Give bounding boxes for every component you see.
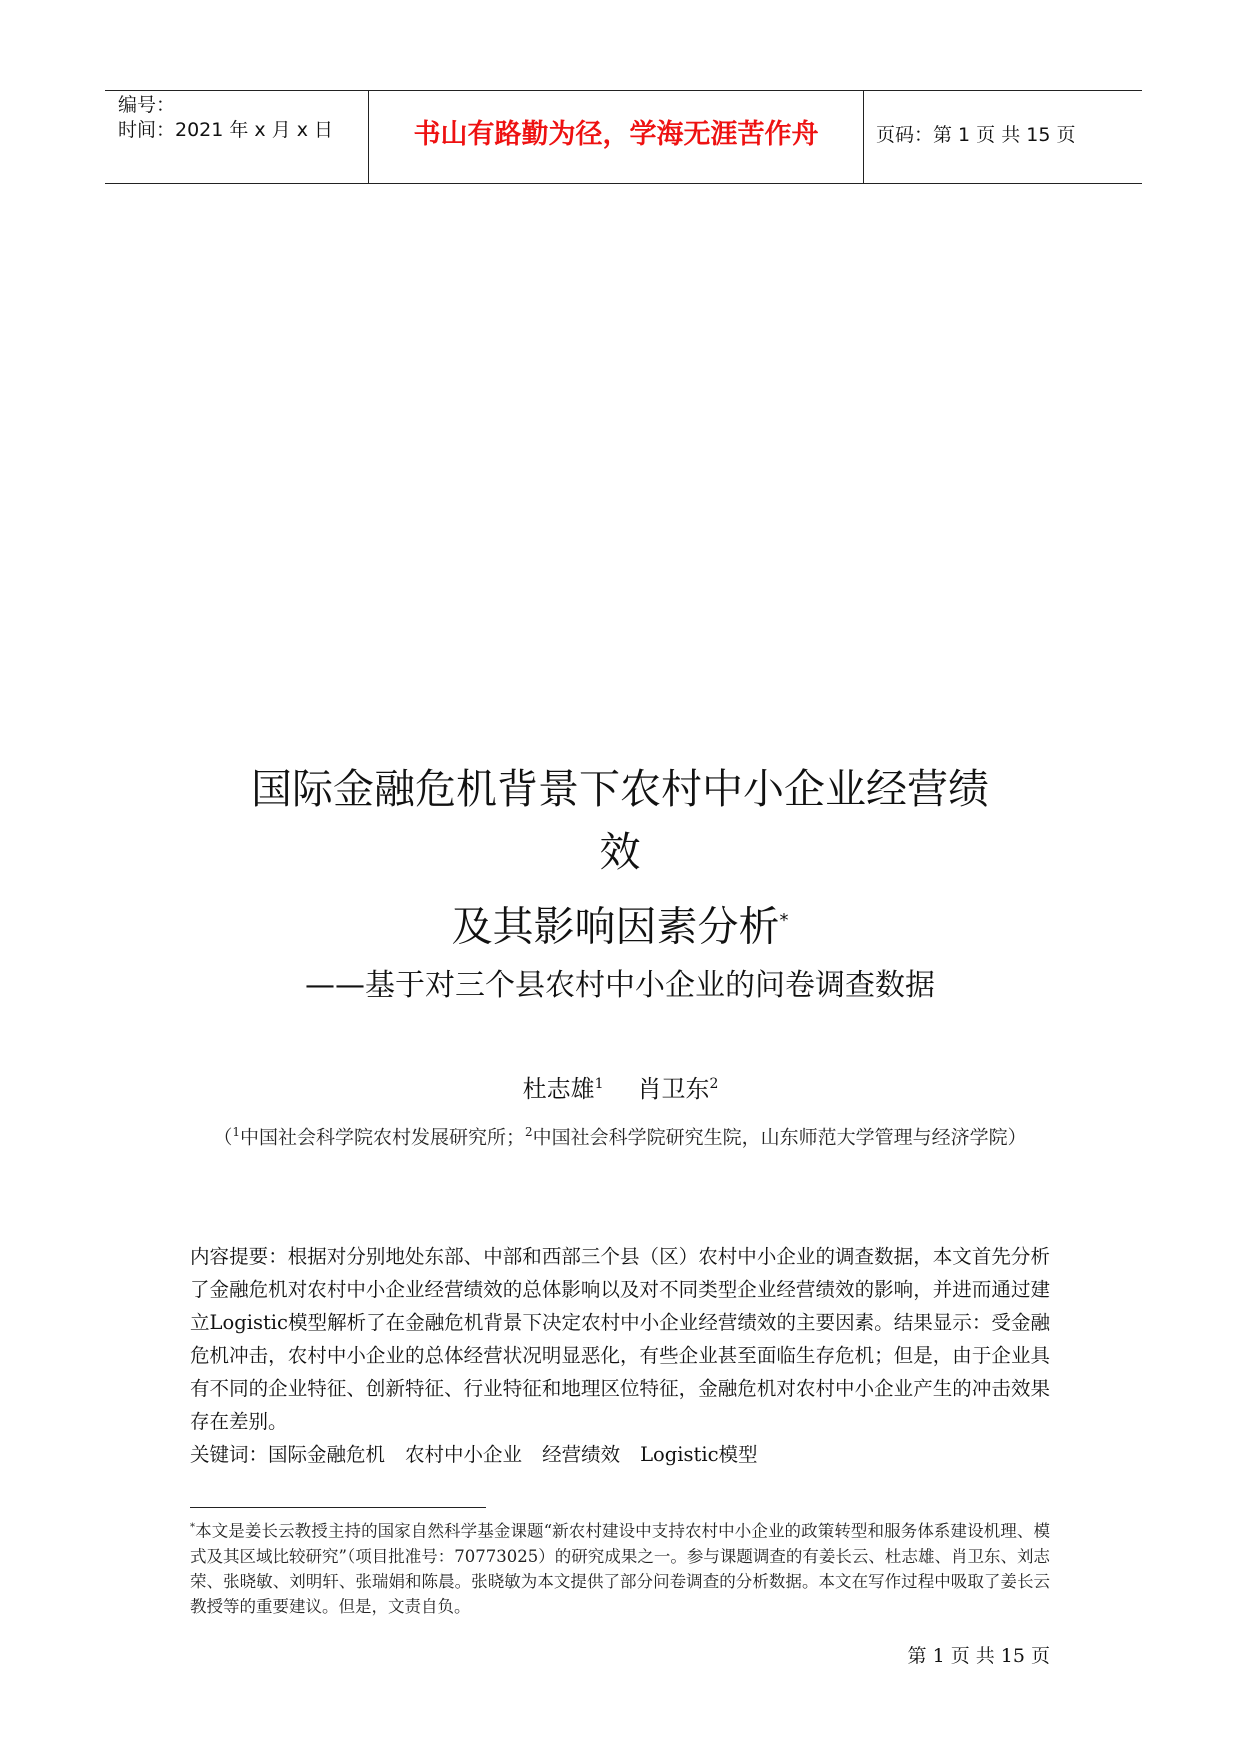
keywords-colon: ： [248,1443,269,1466]
keyword-item: 农村中小企业 [405,1443,523,1466]
author-2-affil-marker: 2 [709,1076,719,1092]
keyword-item: Logistic模型 [640,1443,758,1466]
affil-2-text: 中国社会科学院研究生院，山东师范大学管理与经济学院） [532,1126,1027,1149]
date-label: 时间：2021 年 x 月 x 日 [118,119,334,141]
header-motto-cell [369,91,864,183]
author-2-name: 肖卫东 [637,1075,710,1103]
affil-open-paren: （ [213,1126,233,1149]
page-header [105,90,1142,184]
abstract-text: 根据对分别地处东部、中部和西部三个县（区）农村中小企业的调查数据，本文首先分析了金融危机对农村中小企业经营绩效的总体影响以及对不同类型企业经营绩效的影响，并进而通过建立Logistic模型解析了在金融危机背景下决定农村中小企业经营绩效的主要因素。结果显示：受金融危机冲击，农村中小企业的总体经营状况明显恶化，有些企业甚至面临生存危机；但是，由于企业具有不同的企业特征、创新特征、行业特征和地理区位特征，金融危机对农村中小企业产生的冲击效果存在差别。 [190,1245,1050,1433]
keyword-item: 经营绩效 [542,1443,621,1466]
header-info-cell [105,91,369,183]
page-number-label: 页码：第 1 页 共 15 页 [876,124,1076,146]
footnote-divider [190,1507,486,1508]
title-footnote-marker: * [779,910,789,931]
keywords-label: 关键词 [190,1443,249,1466]
affiliations [180,1116,1060,1153]
affil-1-marker: 1 [232,1125,240,1139]
page-footer: 第 1 页 共 15 页 [907,1645,1050,1667]
serial-number-label: 编号： [118,94,176,116]
abstract-colon: ： [268,1245,288,1268]
footnote [190,1515,1050,1619]
keyword-item: 国际金融危机 [268,1443,386,1466]
abstract-label: 内容提要 [190,1245,269,1268]
subtitle: ——基于对三个县农村中小企业的问卷调查数据 [305,968,935,1003]
title-line-3 [160,896,1080,952]
footnote-text: 本文是姜长云教授主持的国家自然科学基金课题“新农村建设中支持农村中小企业的政策转型和服务体系建设机理、模式及其区域比较研究”（项目批准号：70773025）的研究成果之一。参与课题调查的有姜长云、杜志雄、肖卫东、刘志荣、张晓敏、刘明轩、张瑞娟和陈晨。张晓敏为本文提供了部分问卷调查的分析数据。本文在写作过程中吸取了姜长云教授等的重要建议。但是，文责自负。 [190,1521,1050,1616]
abstract [190,1240,1050,1438]
author-1-affil-marker: 1 [594,1076,604,1092]
footnote-marker: * [190,1522,195,1533]
author-1-name: 杜志雄 [522,1075,595,1103]
title-line-3-text: 及其影响因素分析 [451,902,780,951]
affil-2-marker: 2 [525,1125,533,1139]
affil-1-text: 中国社会科学院农村发展研究所； [239,1126,525,1149]
motto-text: 书山有路勤为径，学海无涯苦作舟 [413,119,819,150]
title-line-1: 国际金融危机背景下农村中小企业经营绩 [251,765,989,813]
header-page-cell [864,91,1142,183]
keywords [190,1438,1050,1471]
title-line-2: 效 [599,828,641,876]
author-line [0,1068,1241,1105]
